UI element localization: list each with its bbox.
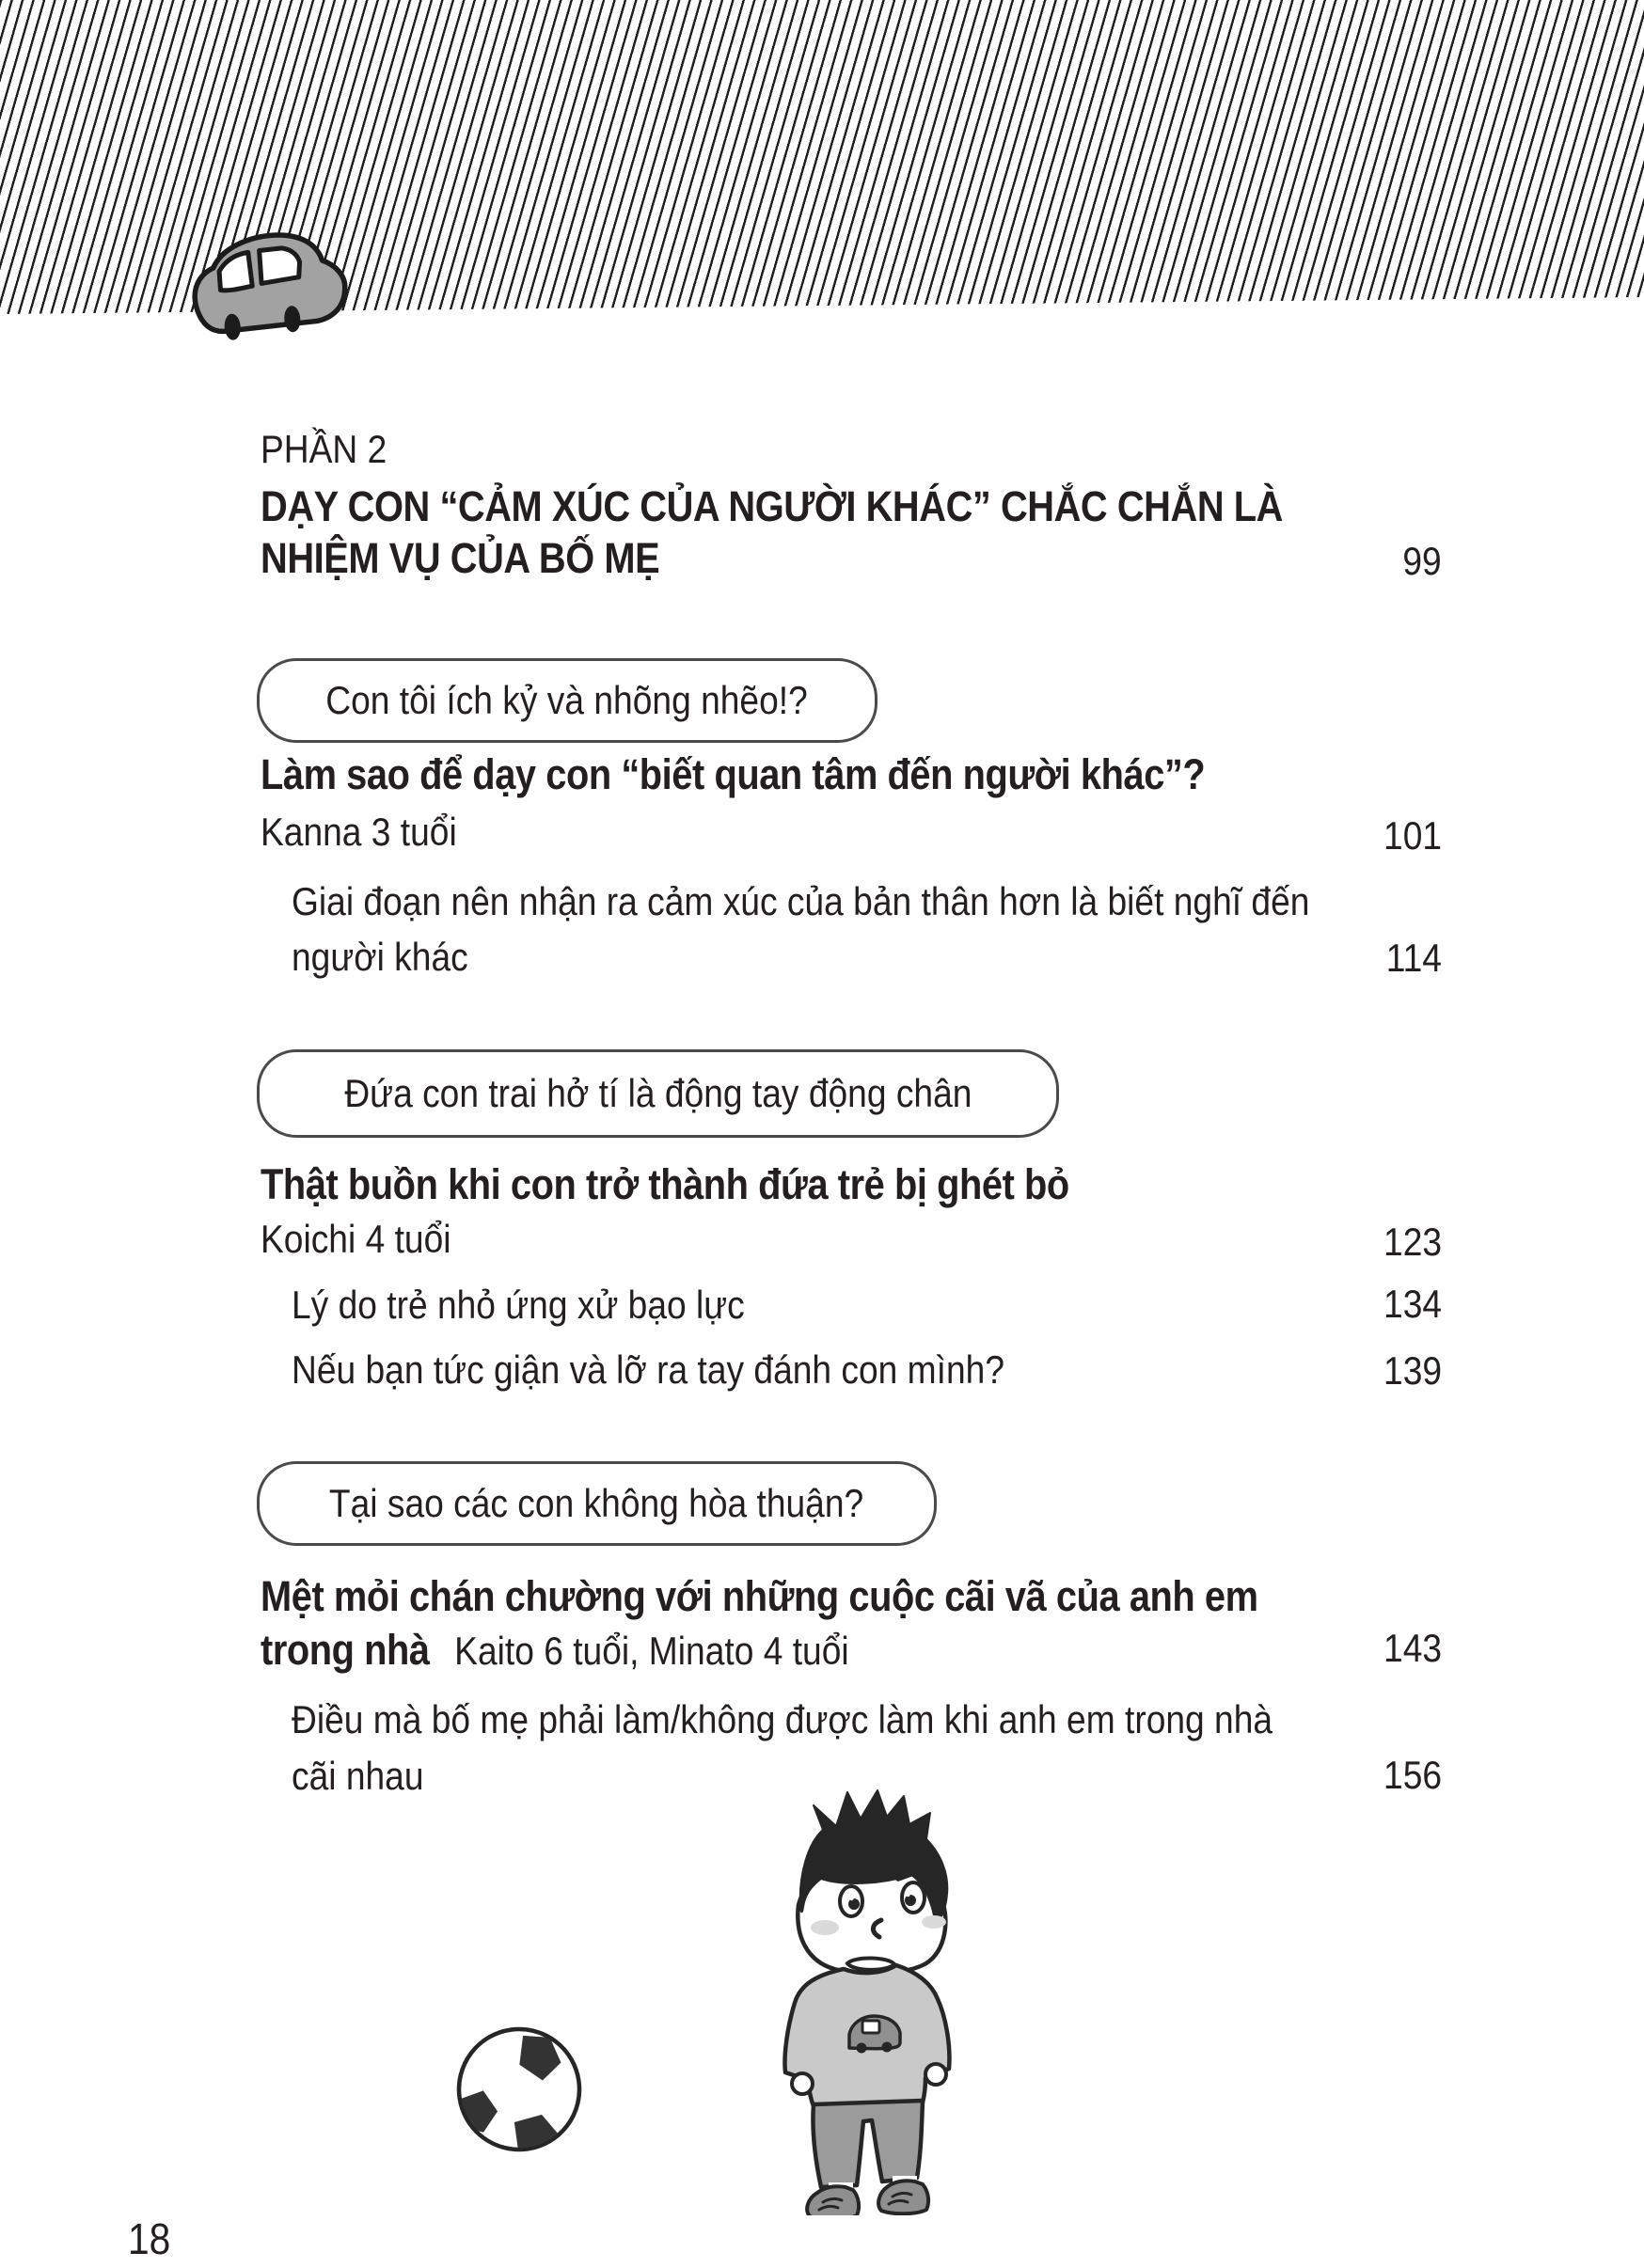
entry-heading-line2 (261, 1623, 925, 1678)
pouting-boy-illustration (755, 1785, 979, 2215)
part-label (261, 424, 403, 476)
entry-heading-line2-text: trong nhà (261, 1626, 430, 1674)
toc-page-number: 143 (1383, 1626, 1442, 1670)
entry-subline: Điều mà bố mẹ phải làm/không được làm khi anh em trong nhà (292, 1697, 1273, 1741)
callout-box-3: Tại sao các con không hòa thuận? (257, 1461, 937, 1546)
folio-page-number: 18 (128, 2214, 171, 2263)
callout-box-1: Con tôi ích kỷ và nhõng nhẽo!? (257, 658, 877, 743)
entry-subline: Lý do trẻ nhỏ ứng xử bạo lực (292, 1283, 745, 1327)
toc-page-number: 114 (1385, 936, 1442, 980)
toy-car-icon (177, 221, 358, 344)
entry-subline: Giai đoạn nên nhận ra cảm xúc của bản thân hơn là biết nghĩ đến (292, 879, 1310, 923)
toc-page-number: 156 (1383, 1753, 1442, 1797)
toc-page-number: 99 (1402, 539, 1442, 583)
entry-name-age: Koichi 4 tuổi (261, 1217, 451, 1261)
entry-heading-line1: Mệt mỏi chán chường với những cuộc cãi vã của anh em (261, 1572, 1258, 1620)
sweater-car-print (849, 2016, 900, 2054)
toc-page-number: 123 (1383, 1220, 1442, 1264)
chapter-title-line2: NHIỆM VỤ CỦA BỐ MẸ (261, 534, 660, 582)
entry-heading: Làm sao để dạy con “biết quan tâm đến người khác”? (261, 750, 1206, 798)
entry-heading: Thật buồn khi con trở thành đứa trẻ bị ghét bỏ (261, 1160, 1069, 1208)
part-label-text: PHẦN 2 (261, 427, 387, 471)
toc-page-number: 139 (1383, 1348, 1442, 1393)
toc-page-number: 134 (1383, 1282, 1442, 1326)
entry-name-age: Kaito 6 tuổi, Minato 4 tuổi (454, 1629, 849, 1673)
soccer-ball-icon (450, 2022, 591, 2161)
chapter-title-line1: DẠY CON “CẢM XÚC CỦA NGƯỜI KHÁC” CHẮC CHẮN LÀ (261, 482, 1283, 530)
entry-name-age: Kanna 3 tuổi (261, 810, 457, 854)
entry-subline: Nếu bạn tức giận và lỡ ra tay đánh con mình? (292, 1347, 1005, 1392)
callout-box-2: Đứa con trai hở tí là động tay động chân (257, 1049, 1059, 1138)
entry-subline: cãi nhau (292, 1754, 424, 1798)
toc-page-number: 101 (1383, 813, 1442, 858)
entry-subline: người khác (292, 935, 468, 979)
